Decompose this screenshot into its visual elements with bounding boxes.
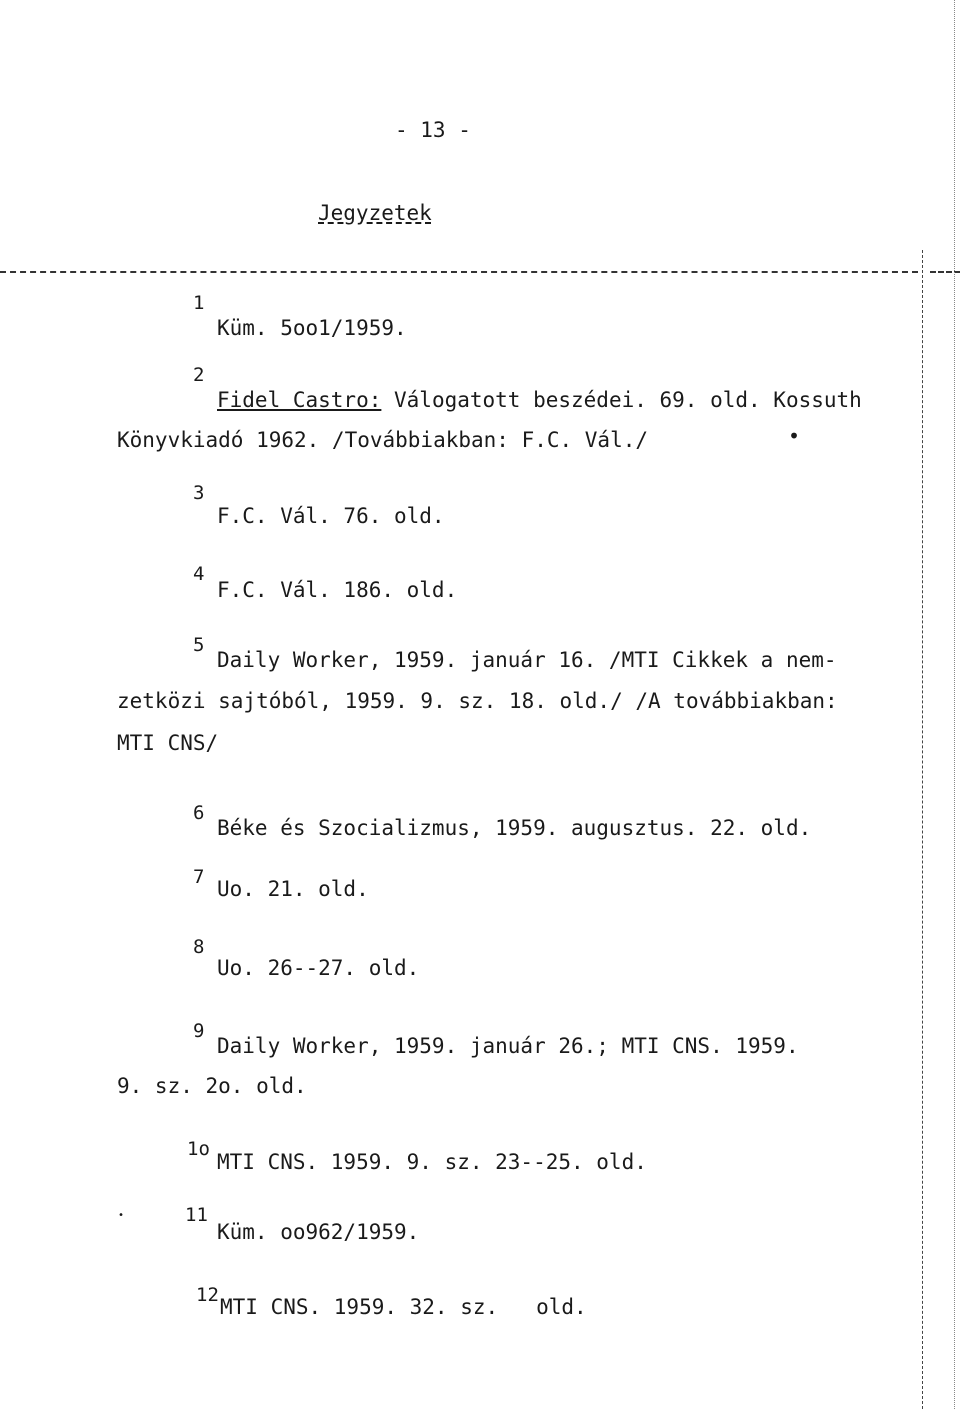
note-number-12: 12 bbox=[196, 1284, 219, 1306]
note-text-6: Béke és Szocializmus, 1959. augusztus. 22. old. bbox=[217, 816, 812, 840]
separator-line bbox=[0, 271, 918, 273]
note-number-8: 8 bbox=[193, 936, 205, 958]
note-text-12: MTI CNS. 1959. 32. sz. old. bbox=[220, 1295, 587, 1319]
edge-line bbox=[954, 0, 955, 1409]
note-text-1: Küm. 5oo1/1959. bbox=[217, 316, 407, 340]
note-text-9-line-2: 9. sz. 2o. old. bbox=[117, 1074, 307, 1098]
note-number-3: 3 bbox=[193, 482, 205, 504]
note-text-3: F.C. Vál. 76. old. bbox=[217, 504, 445, 528]
note-text-5-line-3: MTI CNS/ bbox=[117, 731, 219, 755]
note-text-11: Küm. oo962/1959. bbox=[217, 1220, 420, 1244]
page-number: - 13 - bbox=[395, 118, 471, 142]
note-text-5-line-1: Daily Worker, 1959. január 16. /MTI Cikkek a nem- bbox=[217, 648, 837, 672]
note-number-5: 5 bbox=[193, 634, 205, 656]
note-text-7: Uo. 21. old. bbox=[217, 877, 369, 901]
note-number-4: 4 bbox=[193, 563, 205, 585]
note-number-9: 9 bbox=[193, 1020, 205, 1042]
note-text-5-line-2: zetközi sajtóból, 1959. 9. sz. 18. old./ /A továbbiakban: bbox=[117, 689, 838, 713]
note-text-4: F.C. Vál. 186. old. bbox=[217, 578, 458, 602]
note-text-2-line-1 bbox=[217, 390, 862, 411]
note-number-7: 7 bbox=[193, 866, 205, 888]
note-text-2-rest: Válogatott beszédei. 69. old. Kossuth bbox=[381, 388, 862, 412]
note-number-1: 1 bbox=[193, 292, 205, 314]
separator-line-right bbox=[930, 271, 960, 273]
heading: Jegyzetek bbox=[318, 201, 432, 225]
note-text-8: Uo. 26--27. old. bbox=[217, 956, 420, 980]
stray-dot-2: • bbox=[118, 1210, 125, 1221]
note-number-10: 1o bbox=[187, 1138, 210, 1160]
note-text-2-line-2: Könyvkiadó 1962. /Továbbiakban: F.C. Vál./ bbox=[117, 428, 649, 452]
note-text-10: MTI CNS. 1959. 9. sz. 23--25. old. bbox=[217, 1150, 647, 1174]
margin-line bbox=[922, 250, 923, 1409]
note-number-6: 6 bbox=[193, 802, 205, 824]
note-number-2: 2 bbox=[193, 364, 205, 386]
note-text-9-line-1: Daily Worker, 1959. január 26.; MTI CNS. 1959. bbox=[217, 1034, 799, 1058]
stray-dot: • bbox=[788, 424, 801, 448]
note-number-11: 11 bbox=[185, 1204, 208, 1226]
note-text-2-author: Fidel Castro: bbox=[217, 388, 382, 412]
